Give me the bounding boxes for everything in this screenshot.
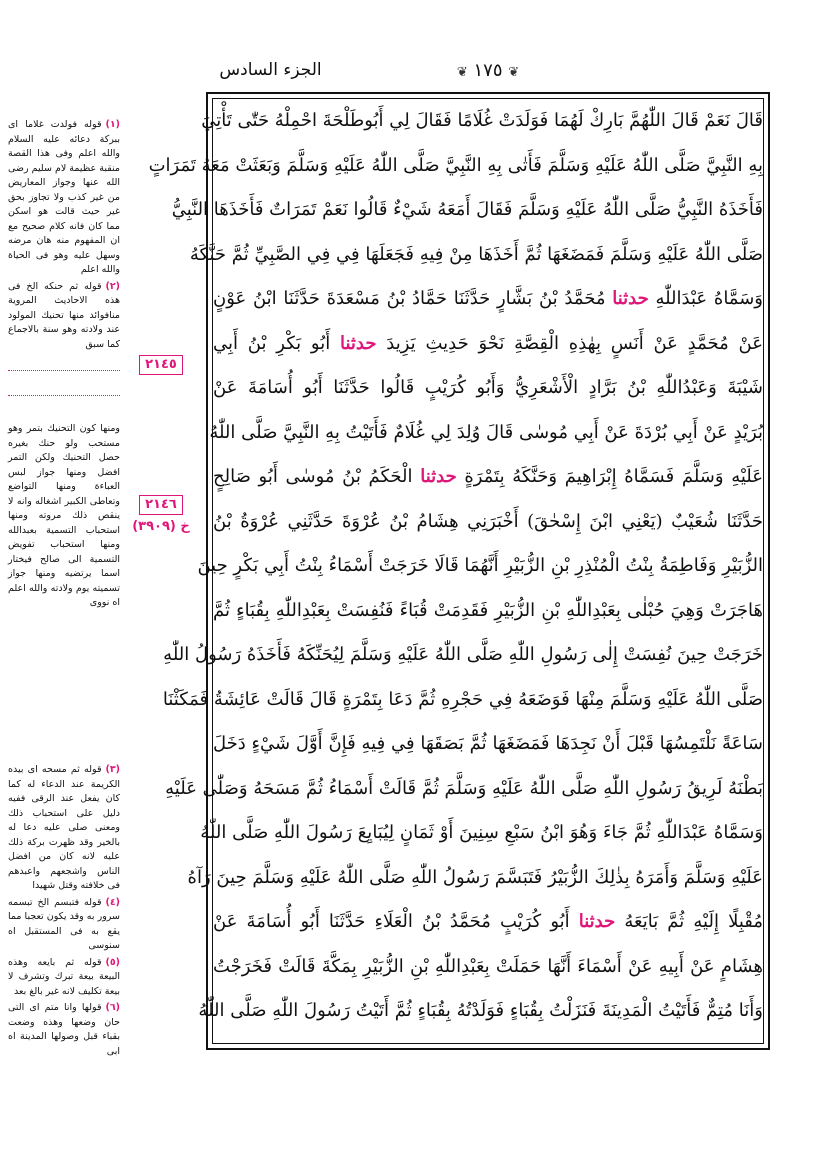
page-number <box>428 60 548 90</box>
footnote <box>8 1001 120 1059</box>
main-text-line: الزُّبَيْرِ وَفَاطِمَةُ بِنْتُ الْمُنْذِرِ بْنِ الزُّبَيْرِ أَنَّهُمَا قَالَا خَرَجَتْ أَسْمَاءُ بِنْتُ أَبِي بَكْرٍ حِينَ <box>197 555 763 576</box>
footnote-text: ومنها كون التحنيك بتمر وهو مستحب ولو حنك بغيره حصل التحنيك ولكن التمر افضل ومنها جواز لبس العباءة ومنها التواضع وتعاطى الكبير اشغاله وانه لا ينقص ذلك مروته ومنها استحباب التسمية بعبدالله ومنها استحباب تفويض التسمية الى صالح فيختار اسما يرتضيه ومنها جواز تسميته يوم ولادته والله اعلم اه نووى <box>8 423 120 608</box>
main-text-line: عَلَيْهِ وَسَلَّمَ فَسَمَّاهُ إِبْرَاهِيمَ وَحَنَّكَهُ بِتَمْرَةٍ حدثنا الْحَكَمُ بْنُ مُوسٰى أَبُو صَالِحٍ <box>213 466 763 487</box>
footnote-text: قولها وانا متم اى التى حان وضعها وهذه وضعت بقباء قبل وصولها المدينة اه ابى <box>8 1002 120 1057</box>
hadith-number-2145: ٢١٤٥ <box>130 353 192 375</box>
main-text-line: خَرَجَتْ حِينَ نُفِسَتْ إِلٰى رَسُولِ اللّٰهِ صَلَّى اللّٰهُ عَلَيْهِ وَسَلَّمَ لِيُحَنِّكَهُ فَأَخَذَهُ رَسُولُ اللّٰهِ <box>163 644 763 665</box>
haddathana-marker: حدثنا <box>420 466 457 487</box>
footnote <box>8 956 120 1000</box>
footnote-number: (٢) <box>105 280 120 292</box>
main-text-line: مُقْبِلًا إِلَيْهِ ثُمَّ بَايَعَهُ حدثنا أَبُو كُرَيْبٍ مُحَمَّدُ بْنُ الْعَلَاءِ حَدَّثَنَا أَبُو أُسَامَةَ عَنْ <box>213 911 763 932</box>
footnote-number: (٦) <box>105 1002 120 1013</box>
footnote <box>8 422 120 611</box>
page-number-value: ١٧٥ <box>473 60 503 81</box>
footnote <box>8 896 120 954</box>
side-notes-bottom <box>8 763 120 1061</box>
main-text-line: بُرَيْدٍ عَنْ أَبِي بُرْدَةَ عَنْ أَبِي مُوسٰى قَالَ وُلِدَ لِي غُلَامٌ فَأَتَيْتُ بِهِ النَّبِيَّ صَلَّى اللّٰهُ <box>209 421 763 443</box>
main-text-line: سَاعَةً نَلْتَمِسُهَا قَبْلَ أَنْ نَجِدَهَا فَمَضَغَهَا ثُمَّ بَصَقَهَا فِي فِيهِ فَإِنَّ أَوَّلَ شَيْءٍ دَخَلَ <box>213 733 763 754</box>
main-text-line: عَلَيْهِ وَسَلَّمَ وَأَمَرَهُ بِذٰلِكَ الزُّبَيْرُ فَتَبَسَّمَ رَسُولُ اللّٰهِ صَلَّى اللّٰهُ عَلَيْهِ وَسَلَّمَ حِينَ رَآهُ <box>187 866 763 888</box>
main-text-line: بَطْنَهُ لَرِيقُ رَسُولِ اللّٰهِ صَلَّى اللّٰهُ عَلَيْهِ وَسَلَّمَ ثُمَّ قَالَتْ أَسْمَاءُ ثُمَّ مَسَحَهُ وَصَلّٰى عَلَيْهِ <box>165 777 763 799</box>
main-text-line: قَالَ نَعَمْ قَالَ اللّٰهُمَّ بَارِكْ لَهُمَا فَوَلَدَتْ غُلَامًا فَقَالَ لِي أَبُوطَلْحَةَ احْمِلْهُ حَتّٰى تَأْتِيَ <box>201 110 763 131</box>
divider-dotted <box>8 395 120 396</box>
footnote-text: قوله ثم بايعه وهذه البيعة بيعة تبرك وتشرف لا بيعة تكليف لانه غير بالغ بعد <box>8 956 120 997</box>
main-text-line: وَسَمَّاهُ عَبْدَاللّٰهِ ثُمَّ جَاءَ وَهُوَ ابْنُ سَبْعِ سِنِينَ أَوْ ثَمَانٍ لِيُبَايِعَ رَسُولَ اللّٰهِ صَلَّى اللّٰهُ <box>200 822 763 843</box>
footnote <box>8 280 120 353</box>
main-text-line: وَأَنَا مُتِمٌّ فَأَتَيْتُ الْمَدِينَةَ فَنَزَلْتُ بِقُبَاءٍ فَوَلَدْتُهُ بِقُبَاءٍ ثُمَّ أَتَيْتُ رَسُولَ اللّٰهِ صَلَّى اللّٰهُ <box>198 1000 763 1021</box>
footnote-number: (١) <box>105 119 120 130</box>
hadith-number-2146: ٢١٤٦ خ (٣٩٠٩) <box>132 497 190 534</box>
footnote-number: (٣) <box>105 764 120 775</box>
footnote-number: (٤) <box>105 896 120 908</box>
main-text-line: عَنْ مُحَمَّدٍ عَنْ أَنَسٍ بِهٰذِهِ الْقِصَّةِ نَحْوَ حَدِيثِ يَزِيدَ حدثنا أَبُو بَكْرِ بْنُ أَبِي <box>213 332 764 354</box>
footnote-text: قوله فتبسم الخ تبسمه سرور به وقد يكون تعجبا مما يقع به فى المستقبل اه سنوسى <box>8 896 120 951</box>
main-text-line: فَأَخَذَهُ النَّبِيُّ صَلَّى اللّٰهُ عَلَيْهِ وَسَلَّمَ فَقَالَ أَمَعَهُ شَيْءٌ قَالُوا نَعَمْ تَمَرَاتٌ فَأَخَذَهَا النَّبِيُّ <box>171 199 763 220</box>
side-notes-top <box>8 118 120 354</box>
main-text-line: حَدَّثَنَا شُعَيْبٌ (يَعْنِي ابْنَ إِسْحٰقَ) أَخْبَرَنِي هِشَامُ بْنُ عُرْوَةَ حَدَّثَنِي عُرْوَةُ بْنُ <box>213 510 763 532</box>
part-title: الجزء السادس <box>219 60 322 80</box>
main-text-line: شَيْبَةَ وَعَبْدُاللّٰهِ بْنُ بَرَّادٍ الْأَشْعَرِيُّ وَأَبُو كُرَيْبٍ قَالُوا حَدَّثَنَا أَبُو أُسَامَةَ عَنْ <box>213 377 763 398</box>
footnote-text: قوله ثم مسحه اى بيده الكريمة عند الدعاء له كما كان يفعل عند الرقى ففيه دليل على استحباب ذلك ومعنى صلى عليه دعا له بالخير وقد ظهرت بركة ذلك عليه لانه كان من افضل الناس واشجعهم واعبدهم فى خلافته وقتل شهيدا <box>8 764 120 891</box>
main-text-line: بِهِ النَّبِيَّ صَلَّى اللّٰهُ عَلَيْهِ وَسَلَّمَ فَأَتٰى بِهِ النَّبِيَّ صَلَّى اللّٰهُ عَلَيْهِ وَسَلَّمَ وَبَعَثَتْ مَعَهُ تَمَرَاتٍ <box>148 154 763 176</box>
footnote <box>8 763 120 894</box>
side-notes-middle <box>8 422 120 613</box>
haddathana-marker: حدثنا <box>578 911 616 932</box>
main-text-line: وَسَمَّاهُ عَبْدَاللّٰهِ حدثنا مُحَمَّدُ بْنُ بَشَّارٍ حَدَّثَنَا حَمَّادُ بْنُ مَسْعَدَةَ حَدَّثَنَا ابْنُ عَوْنٍ <box>213 288 763 309</box>
main-text-line: صَلَّى اللّٰهُ عَلَيْهِ وَسَلَّمَ فَمَضَغَهَا ثُمَّ أَخَذَهَا مِنْ فِيهِ فَجَعَلَهَا فِي فِي الصَّبِيِّ ثُمَّ حَنَّكَهُ <box>189 243 763 265</box>
haddathana-marker: حدثنا <box>612 288 649 309</box>
footnote-text: قوله ثم حنكه الخ فى هذه الاحاديث المروية منافوائد منها تحنيك المولود عند ولادته وهو سنة بالاجماع كما سبق <box>8 280 120 350</box>
footnote-number: (٥) <box>105 956 120 968</box>
main-text-line: هِشَامٍ عَنْ أَبِيهِ عَنْ أَسْمَاءَ أَنَّهَا حَمَلَتْ بِعَبْدِاللّٰهِ بْنِ الزُّبَيْرِ بِمَكَّةَ قَالَتْ فَخَرَجْتُ <box>213 955 763 977</box>
ornament-left-icon: ❦ <box>456 65 468 80</box>
main-text-line: هَاجَرَتْ وَهِيَ حُبْلٰى بِعَبْدِاللّٰهِ بْنِ الزُّبَيْرِ فَقَدِمَتْ قُبَاءً فَنُفِسَتْ بِعَبْدِاللّٰهِ بِقُبَاءٍ ثُمَّ <box>213 599 763 621</box>
footnote-text: قوله فولدت غلاما اى ببركة دعائه عليه السلام والله اعلم وفى هذا القصة منقبة عظيمة لام سليم رضى الله عنها وجواز المعاريض من غير كذب ولا تجاوز بحق غير حيث قالت هو اسكن مما كان فانه كلام صحيح مع ان المفهوم منه هان مرضه وسهل عليه وهو فى الحياة والله اعلم <box>8 119 120 275</box>
ornament-right-icon: ❦ <box>508 65 520 80</box>
main-text-line: صَلَّى اللّٰهُ عَلَيْهِ وَسَلَّمَ مِنْهَا فَوَضَعَهُ فِي حَجْرِهِ ثُمَّ دَعَا بِتَمْرَةٍ قَالَ قَالَتْ عَائِشَةُ فَمَكَثْنَا <box>162 688 763 710</box>
haddathana-marker: حدثنا <box>340 332 377 354</box>
divider-dotted <box>8 370 120 371</box>
footnote <box>8 118 120 278</box>
